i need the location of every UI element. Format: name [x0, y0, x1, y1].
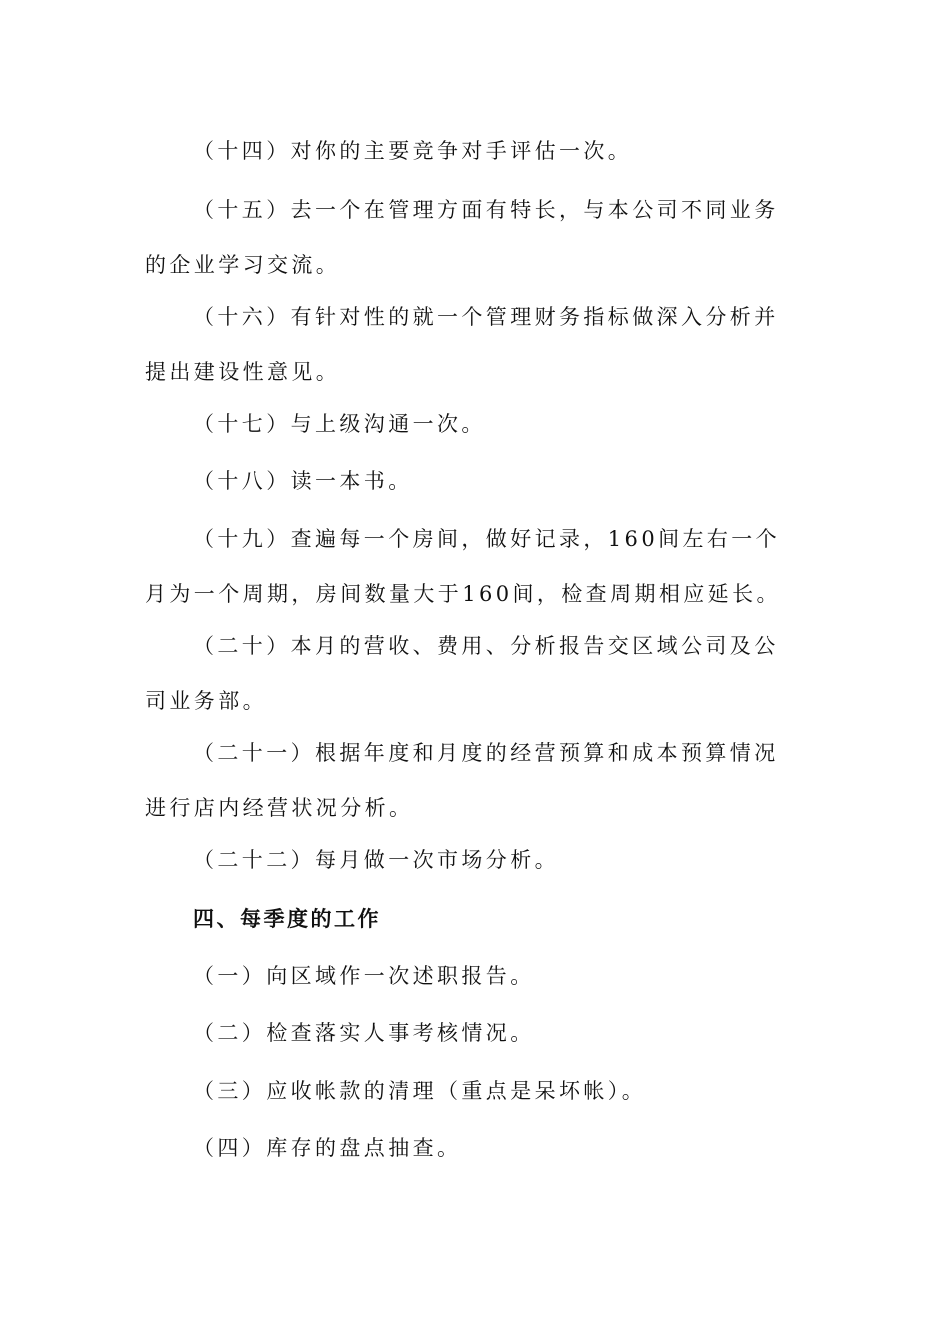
- quarterly-item-4: （四）库存的盘点抽查。: [193, 1136, 462, 1160]
- paragraph-item-18: （十八）读一本书。: [193, 469, 413, 493]
- quarterly-item-1: （一）向区域作一次述职报告。: [193, 964, 535, 988]
- paragraph-item-20: （二十）本月的营收、费用、分析报告交区域公司及公司业务部。: [145, 634, 779, 713]
- quarterly-item-2: （二）检查落实人事考核情况。: [193, 1021, 535, 1045]
- paragraph-item-21: （二十一）根据年度和月度的经营预算和成本预算情况进行店内经营状况分析。: [145, 741, 779, 820]
- paragraph-item-19: （十九）查遍每一个房间，做好记录，160间左右一个月为一个周期，房间数量大于160间，检查周期相应延长。: [145, 527, 781, 606]
- paragraph-item-14: （十四）对你的主要竞争对手评估一次。: [193, 139, 633, 163]
- paragraph-item-17: （十七）与上级沟通一次。: [193, 412, 486, 436]
- paragraph-item-22: （二十二）每月做一次市场分析。: [193, 848, 559, 872]
- quarterly-item-3: （三）应收帐款的清理（重点是呆坏帐）。: [193, 1079, 647, 1103]
- paragraph-item-15: （十五）去一个在管理方面有特长，与本公司不同业务的企业学习交流。: [145, 198, 779, 277]
- section-heading: 四、每季度的工作: [193, 906, 381, 931]
- paragraph-item-16: （十六）有针对性的就一个管理财务指标做深入分析并提出建设性意见。: [145, 305, 779, 384]
